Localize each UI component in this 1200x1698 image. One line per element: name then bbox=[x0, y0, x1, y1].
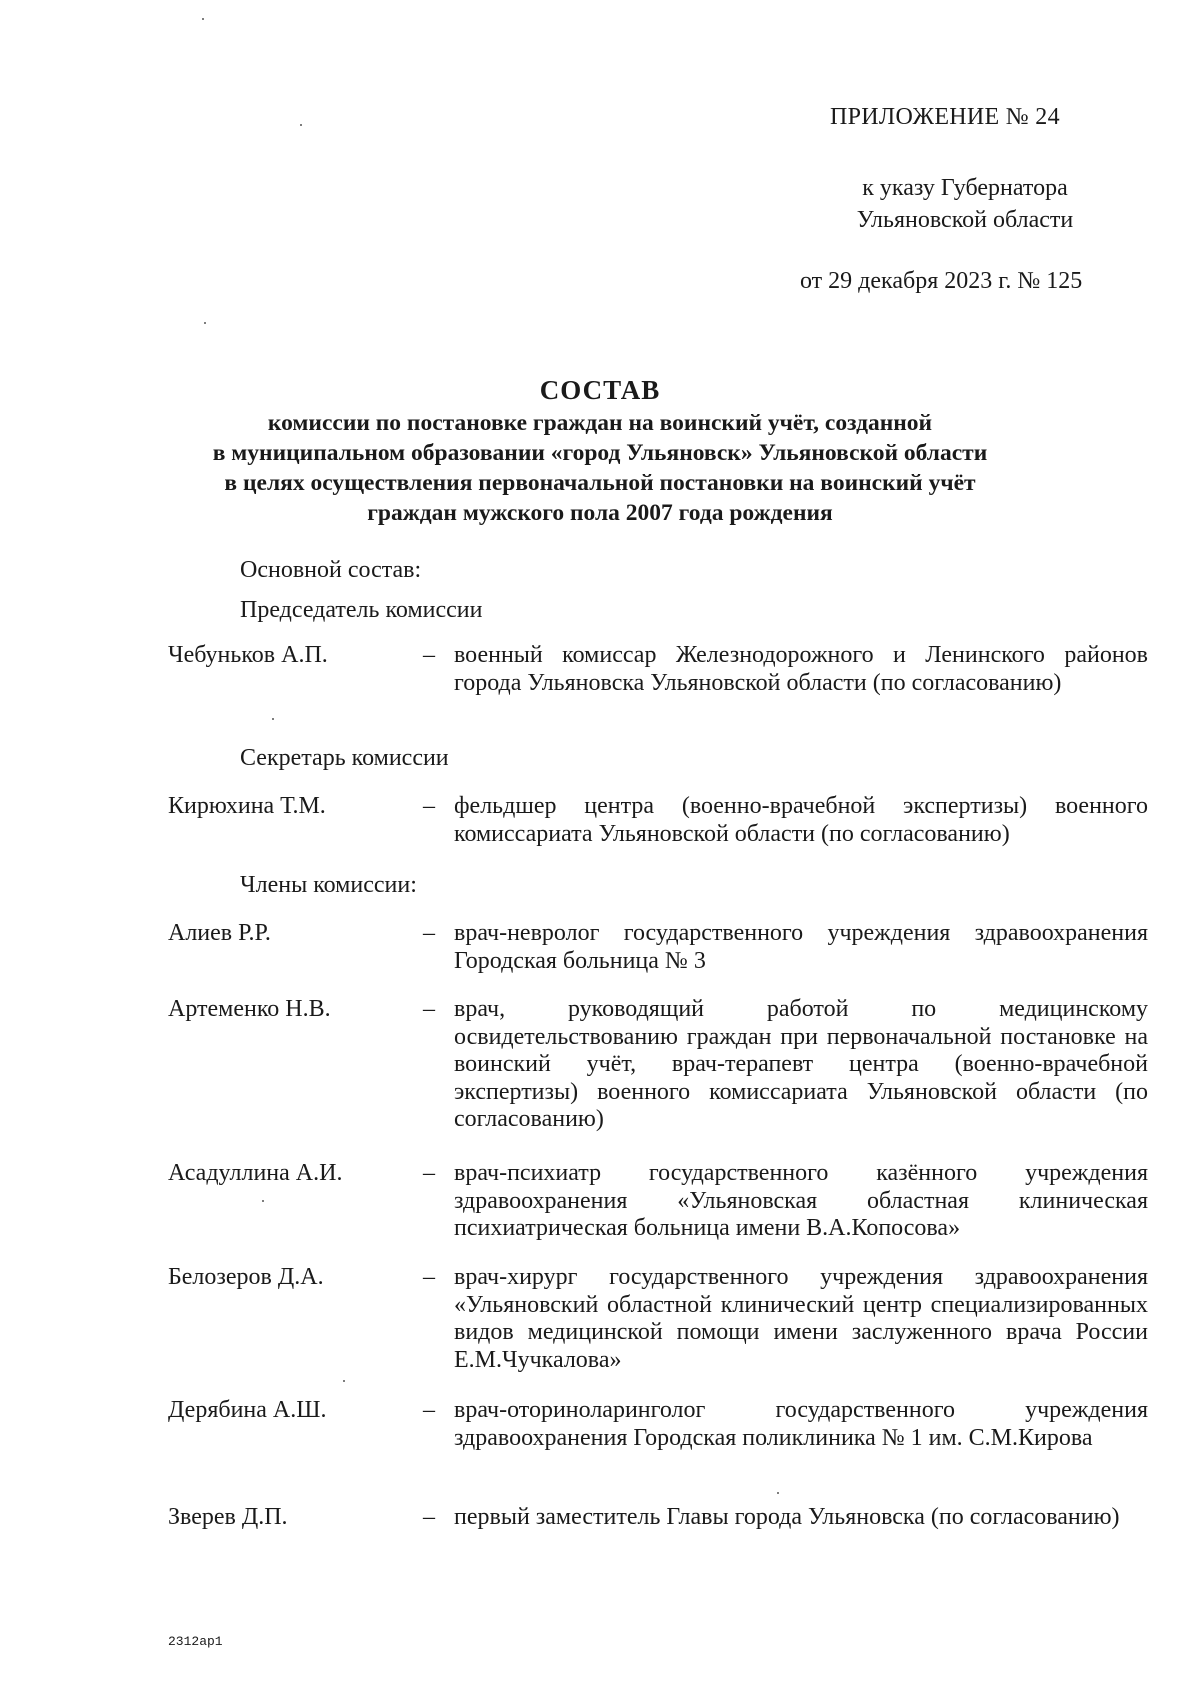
member-name: Артеменко Н.В. bbox=[168, 996, 331, 1022]
dash: – bbox=[423, 642, 435, 668]
member-description: врач-хирург государственного учреждения здравоохранения «Ульяновский областной клинический центр специализированных видов медицинской помощи имени заслуженного врача России Е.М.Чучкалова» bbox=[454, 1264, 1148, 1373]
appendix-number: ПРИЛОЖЕНИЕ № 24 bbox=[830, 104, 1060, 130]
role-chairman: Председатель комиссии bbox=[240, 597, 483, 623]
member-description: врач-психиатр государственного казённого учреждения здравоохранения «Ульяновская областная клиническая психиатрическая больница имени В.А.Копосова» bbox=[454, 1160, 1148, 1241]
role-secretary: Секретарь комиссии bbox=[240, 745, 449, 771]
decree-date: от 29 декабря 2023 г. № 125 bbox=[800, 268, 1083, 294]
dash: – bbox=[423, 996, 435, 1022]
dash: – bbox=[423, 1160, 435, 1186]
composition-label: Основной состав: bbox=[240, 557, 422, 583]
dash: – bbox=[423, 793, 435, 819]
scan-speck bbox=[777, 1492, 779, 1494]
role-members: Члены комиссии: bbox=[240, 872, 417, 898]
dash: – bbox=[423, 1397, 435, 1423]
decree-reference-line: к указу Губернатора bbox=[862, 175, 1068, 201]
dash: – bbox=[423, 920, 435, 946]
member-name: Алиев Р.Р. bbox=[168, 920, 271, 946]
member-description: первый заместитель Главы города Ульяновска (по согласованию) bbox=[454, 1504, 1120, 1530]
member-description: врач-оториноларинголог государственного учреждения здравоохранения Городская поликлиника № 1 им. С.М.Кирова bbox=[454, 1397, 1148, 1451]
title-line: в целях осуществления первоначальной постановки на воинский учёт bbox=[224, 470, 976, 496]
document-code: 2312ap1 bbox=[168, 1634, 223, 1649]
scan-speck bbox=[343, 1380, 345, 1382]
scan-speck bbox=[272, 718, 274, 720]
title-line: комиссии по постановке граждан на воинский учёт, созданной bbox=[267, 410, 933, 436]
title-line: в муниципальном образовании «город Ульяновск» Ульяновской области bbox=[212, 440, 988, 466]
member-name: Зверев Д.П. bbox=[168, 1504, 288, 1530]
dash: – bbox=[423, 1504, 435, 1530]
decree-reference-line: Ульяновской области bbox=[856, 207, 1074, 233]
member-description: военный комиссар Железнодорожного и Ленинского районов города Ульяновска Ульяновской области (по согласованию) bbox=[454, 642, 1148, 696]
member-description: врач-невролог государственного учреждения здравоохранения Городская больница № 3 bbox=[454, 920, 1148, 974]
member-description: врач, руководящий работой по медицинскому освидетельствованию граждан при первоначальной постановке на воинский учёт, врач-терапевт центра (военно-врачебной экспертизы) военного комиссариата Ульяновской области (по согласованию) bbox=[454, 996, 1148, 1132]
member-name: Асадуллина А.И. bbox=[168, 1160, 343, 1186]
scan-speck bbox=[204, 322, 206, 324]
title-main: СОСТАВ bbox=[539, 375, 661, 405]
dash: – bbox=[423, 1264, 435, 1290]
member-name: Кирюхина Т.М. bbox=[168, 793, 326, 819]
scan-speck bbox=[202, 18, 204, 20]
scan-speck bbox=[262, 1200, 264, 1202]
member-name: Белозеров Д.А. bbox=[168, 1264, 324, 1290]
scan-speck bbox=[300, 124, 302, 126]
member-description: фельдшер центра (военно-врачебной экспертизы) военного комиссариата Ульяновской области (по согласованию) bbox=[454, 793, 1148, 847]
document-title bbox=[150, 372, 1050, 528]
title-line: граждан мужского пола 2007 года рождения bbox=[367, 500, 833, 526]
decree-reference bbox=[830, 172, 1100, 236]
member-name: Чебуньков А.П. bbox=[168, 642, 328, 668]
member-name: Дерябина А.Ш. bbox=[168, 1397, 327, 1423]
